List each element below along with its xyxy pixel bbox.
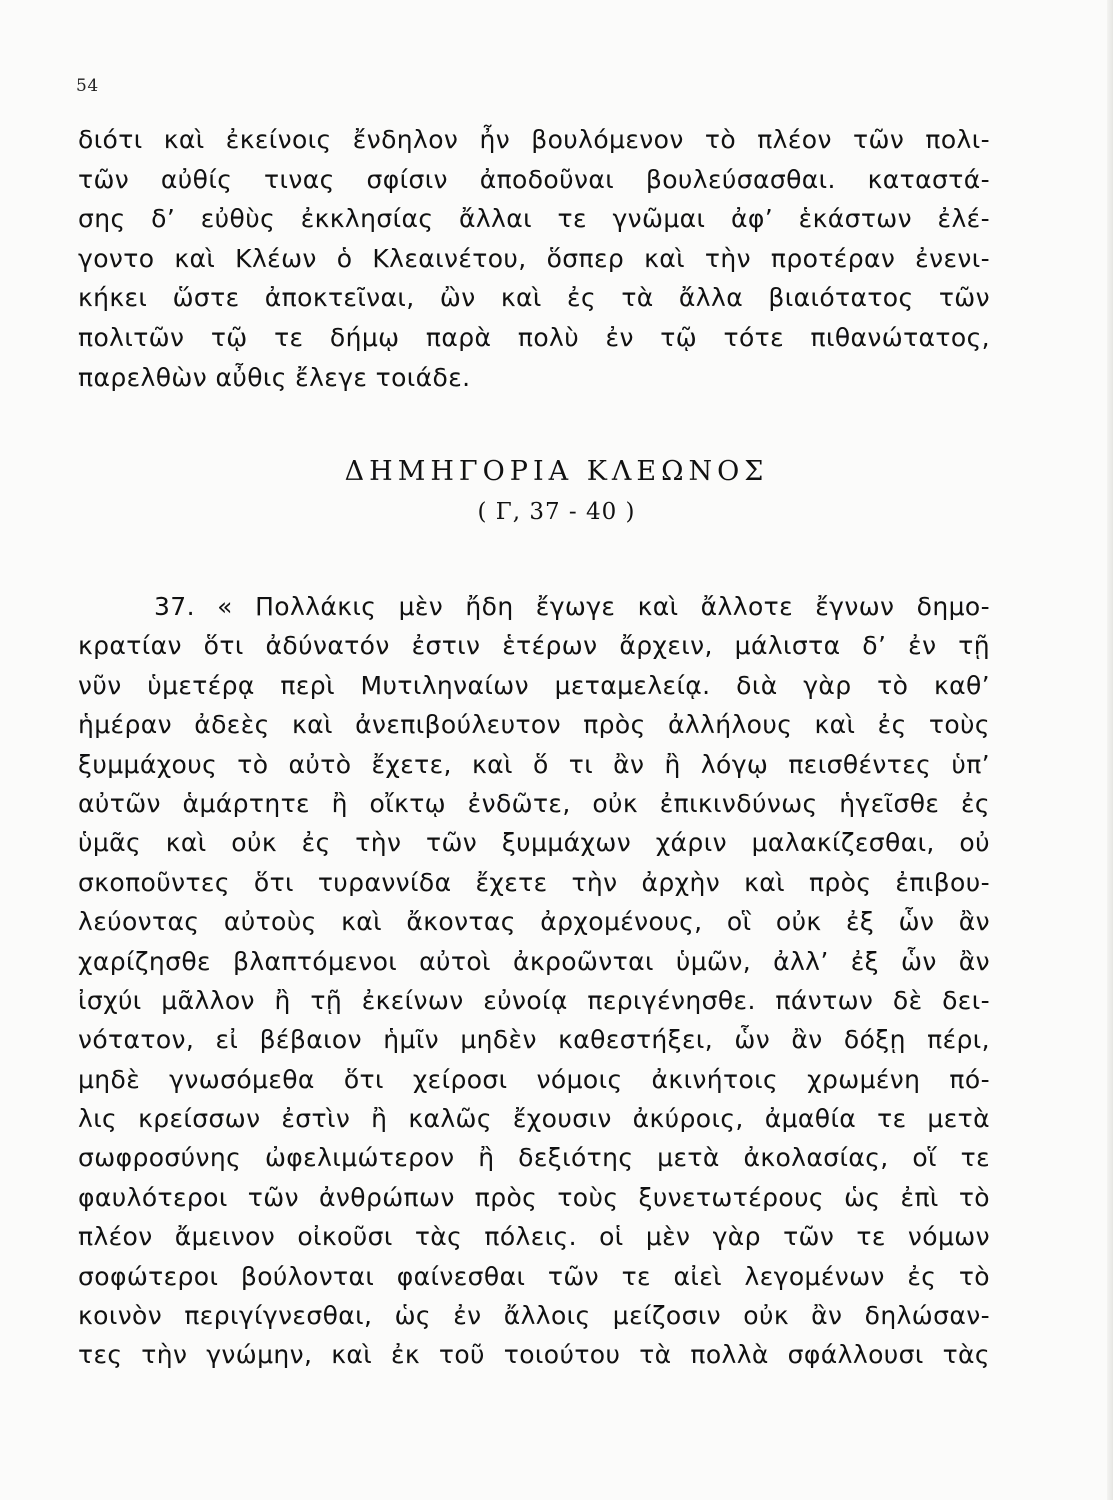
text-line: λεύοντας αὐτοὺς καὶ ἄκοντας ἀρχομένους, οἳ οὐκ ἐξ ὧν ἂν: [78, 907, 990, 937]
text-line: ὑμᾶς καὶ οὐκ ἐς τὴν τῶν ξυμμάχων χάριν μαλακίζεσθαι, οὐ: [78, 828, 990, 858]
section-heading: ΔΗΜΗΓΟΡΙΑ ΚΛΕΩΝΟΣ: [344, 456, 769, 487]
text-line: κήκει ὥστε ἀποκτεῖναι, ὢν καὶ ἐς τὰ ἄλλα βιαιότατος τῶν: [78, 283, 990, 313]
text-line: φαυλότεροι τῶν ἀνθρώπων πρὸς τοὺς ξυνετωτέρους ὡς ἐπὶ τὸ: [78, 1182, 990, 1212]
text-line: ἰσχύι μᾶλλον ἢ τῇ ἐκείνων εὐνοίᾳ περιγένησθε. πάντων δὲ δει-: [78, 985, 990, 1015]
text-line: αὐτῶν ἁμάρτητε ἢ οἴκτῳ ἐνδῶτε, οὐκ ἐπικινδύνως ἡγεῖσθε ἐς: [78, 788, 990, 818]
text-line: νότατον, εἰ βέβαιον ἡμῖν μηδὲν καθεστήξει, ὧν ἂν δόξῃ πέρι,: [78, 1025, 990, 1055]
text-line: νῦν ὑμετέρᾳ περὶ Μυτιληναίων μεταμελείᾳ. διὰ γὰρ τὸ καθ’: [78, 670, 990, 700]
text-line: γοντο καὶ Κλέων ὁ Κλεαινέτου, ὅσπερ καὶ τὴν προτέραν ἐνενι-: [78, 243, 990, 273]
text-line: διότι καὶ ἐκείνοις ἔνδηλον ἦν βουλόμενον τὸ πλέον τῶν πολι-: [78, 125, 990, 154]
intro-paragraph: [78, 120, 990, 397]
section-reference: ( Γ, 37 - 40 ): [477, 499, 636, 525]
text-line: παρελθὼν αὖθις ἔλεγε τοιάδε.: [78, 362, 471, 392]
text-line: πλέον ἄμεινον οἰκοῦσι τὰς πόλεις. οἱ μὲν γὰρ τῶν τε νόμων: [78, 1222, 990, 1252]
text-line: μηδὲ γνωσόμεθα ὅτι χείροσι νόμοις ἀκινήτοις χρωμένη πό-: [78, 1064, 990, 1094]
text-line: τῶν αὐθίς τινας σφίσιν ἀποδοῦναι βουλεύσασθαι. καταστά-: [78, 164, 990, 194]
speech-paragraph: [78, 587, 990, 1375]
text-line: 37. « Πολλάκις μὲν ἤδη ἔγωγε καὶ ἄλλοτε ἔγνων δημο-: [154, 592, 990, 621]
text-line: χαρίζησθε βλαπτόμενοι αὐτοὶ ἀκροῶνται ὑμῶν, ἀλλ’ ἐξ ὧν ἂν: [78, 946, 990, 976]
page-number: 54: [76, 76, 99, 96]
text-line: σκοποῦντες ὅτι τυραννίδα ἔχετε τὴν ἀρχὴν καὶ πρὸς ἐπιβου-: [78, 867, 990, 897]
text-line: κοινὸν περιγίγνεσθαι, ὡς ἐν ἄλλοις μείζοσιν οὐκ ἂν δηλώσαν-: [78, 1301, 990, 1331]
text-line: ξυμμάχους τὸ αὐτὸ ἔχετε, καὶ ὅ τι ἂν ἢ λόγῳ πεισθέντες ὑπ’: [78, 749, 990, 779]
text-line: λις κρείσσων ἐστὶν ἢ καλῶς ἔχουσιν ἀκύροις, ἀμαθία τε μετὰ: [78, 1104, 990, 1134]
text-line: σωφροσύνης ὠφελιμώτερον ἢ δεξιότης μετὰ ἀκολασίας, οἵ τε: [78, 1143, 990, 1173]
page-edge: [1107, 0, 1113, 1500]
text-line: ἡμέραν ἀδεὲς καὶ ἀνεπιβούλευτον πρὸς ἀλλήλους καὶ ἐς τοὺς: [78, 710, 990, 740]
text-line: σης δ’ εὐθὺς ἐκκλησίας ἄλλαι τε γνῶμαι ἀφ’ ἑκάστων ἐλέ-: [78, 204, 990, 234]
text-line: κρατίαν ὅτι ἀδύνατόν ἐστιν ἑτέρων ἄρχειν, μάλιστα δ’ ἐν τῇ: [78, 631, 990, 661]
text-line: πολιτῶν τῷ τε δήμῳ παρὰ πολὺ ἐν τῷ τότε πιθανώτατος,: [78, 322, 990, 352]
text-line: τες τὴν γνώμην, καὶ ἐκ τοῦ τοιούτου τὰ πολλὰ σφάλλουσι τὰς: [78, 1340, 990, 1370]
text-line: σοφώτεροι βούλονται φαίνεσθαι τῶν τε αἰεὶ λεγομένων ἐς τὸ: [78, 1261, 990, 1291]
